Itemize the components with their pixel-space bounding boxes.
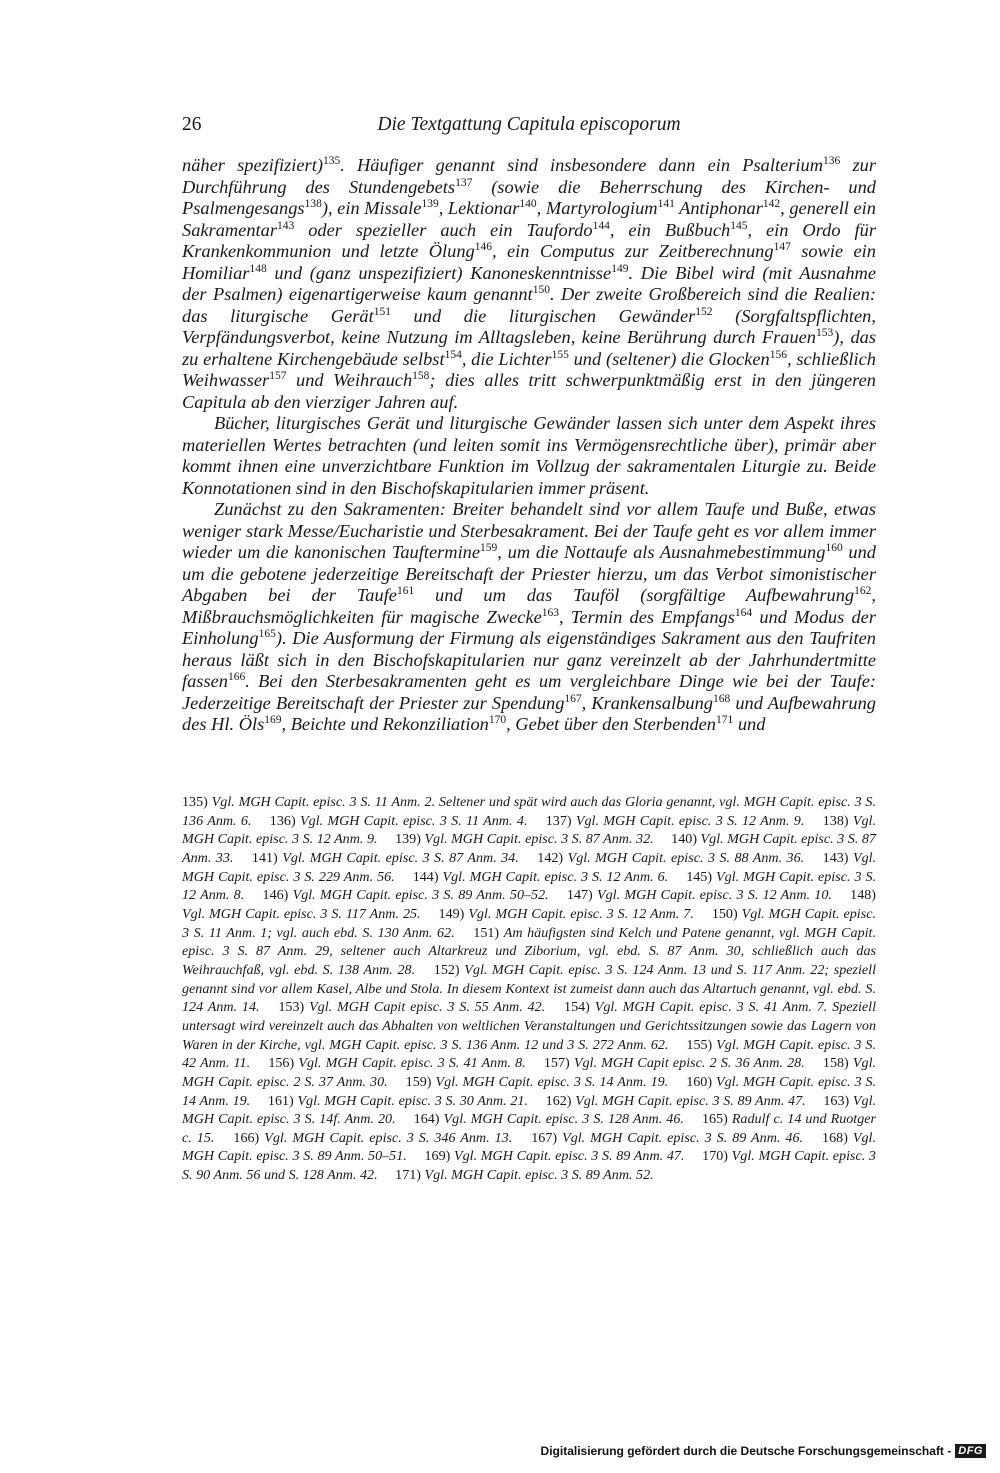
footnote [413,869,669,885]
footnote-ref[interactable]: 167 [564,692,582,705]
footnote-ref[interactable]: 143 [277,219,295,232]
footnote-text: Vgl. MGH Capit. episc. 3 S. 229 Anm. 56. [182,849,877,885]
paragraph [182,499,876,736]
footnote [268,1093,528,1109]
footnote-number: 149) [438,905,465,922]
footnote-text: Vgl. MGH Capit. episc. 3 S. 41 Anm. 7. Speziell untersagt wird vereinzelt auch das Abhalten von weltlichen Veranstaltungen und Gerichtssitzungen sowie das Lagern von Waren in der Kirche, vgl. MGH Capit. episc. 3 S. 136 Anm. 12 und 3 S. 272 Anm. 62. [182,999,876,1053]
text-run: und (seltener) die Glocken [568,348,770,369]
footnote-number: 166) [233,1129,260,1146]
paragraph [182,155,876,413]
footnote-ref[interactable]: 135 [322,155,341,167]
text-run: (sowie die Beherrschung des Kirchen- und Psalmengesangs [182,176,877,218]
footnote-ref[interactable]: 153 [816,327,834,339]
footnote-ref[interactable]: 148 [249,262,267,275]
footnote-ref[interactable]: 169 [264,714,282,726]
footnote-ref[interactable]: 163 [541,606,560,619]
text-run: , schließlich Weihwasser [182,348,876,390]
footnote-number: 169) [424,1148,451,1165]
footnote-number: 171) [395,1167,421,1184]
text-run: und Modus der Einholung [182,606,876,648]
footnote-number: 150) [711,905,738,922]
dfg-logo: DFG [955,1444,986,1458]
body-text [182,155,876,736]
footnote-text: Vgl. MGH Capit. episc. 3 S. 12 Anm. 9. [182,812,876,848]
text-run: . Der zweite Großbereich sind die Realien: das liturgische Gerät [182,284,876,326]
text-run: . Die Bibel wird (mit Ausnahme der Psalmen) eigenartigerweise kaum genannt [182,262,877,304]
text-run: oder spezieller auch ein Taufordo [294,219,593,240]
digitization-footer [541,1444,986,1458]
footnote-number: 161) [267,1092,294,1109]
text-run: , Lektionar [438,198,520,218]
footnote-text: Vgl. MGH Capit. episc. 2 S. 37 Anm. 30. [182,1055,877,1090]
footnote-text: Vgl. MGH Capit. episc. 3 S. 87 Anm. 32. [424,831,654,848]
footnote-ref[interactable]: 155 [551,348,569,361]
text-run: , ein Computus zur Zeitberechnung [492,241,774,261]
text-run: und um die gebotene jederzeitige Bereitschaft der Priester hierzu, um das Verbot simonistischer Abgaben bei der Taufe [182,542,876,605]
footnote [252,850,519,866]
footnote-number: 152) [433,961,460,978]
footnote-text: Vgl. MGH Capit. episc. 3 S. 124 Anm. 13 und S. 117 Anm. 22; speziell genannt sind vor allem Kasel, Albe und Stola. In diesem Kontext ist zumeist dann auch das Altartuch genannt, vgl. ebd. S. 124 Anm. 14. [182,961,877,1016]
footnote-text: Vgl. MGH Capit. episc. 3 S. 14f. Anm. 20. [182,1092,877,1128]
footnote-number: 148) [850,887,876,904]
footnote-text: Vgl. MGH Capit. episc. 3 S. 89 Anm. 47. [454,1148,685,1165]
footnote-text: Vgl. MGH Capit. episc. 3 S. 88 Anm. 36. [567,849,805,866]
footnote-ref[interactable]: 168 [712,692,731,705]
footnote-ref[interactable]: 154 [444,348,462,361]
footnote-number: 140) [671,831,698,848]
footnote-ref[interactable]: 146 [474,241,492,253]
footnote-number: 163) [823,1092,850,1109]
text-run: . Bei den Sterbesakramenten geht es um vergleichbare Dinge wie bei der Taufe: Jederzeitige Bereitschaft der Priester zur Spendung [182,671,876,713]
text-run: , Krankensalbung [581,692,713,713]
text-run: , Mißbrauchsmöglichkeiten für magische Zwecke [182,585,876,627]
text-run: und [733,714,766,734]
footnote-ref[interactable]: 144 [592,219,610,232]
text-run: , ein Ordo für Krankenkommunion und letzte Ölung [182,219,876,261]
text-run: ). Die Ausformung der Firmung als eigenständiges Sakrament aus den Taufriten heraus läßt sich in den Bischofskapitularien nur ganz vereinzelt ab der Jahrhundertmitte fassen [182,628,876,691]
footnote [395,1167,654,1183]
footnote-number: 159) [405,1073,432,1090]
footnote-number: 158) [822,1055,849,1072]
footnote-ref[interactable]: 137 [455,176,473,189]
footnote-text: Vgl. MGH Capit. episc. 3 S. 90 Anm. 56 und S. 128 Anm. 42. [182,1148,876,1184]
text-run: , um die Nottaufe als Ausnahmebestimmung [497,542,826,562]
footnote-number: 136) [269,812,296,829]
text-run: , generell ein Sakramentar [182,198,876,240]
footnote-number: 147) [566,887,593,904]
footnote-ref[interactable]: 158 [412,370,430,382]
footnote-text: Vgl. MGH Capit. episc. 3 S. 87 Anm. 34. [282,849,519,866]
footnote-ref[interactable]: 147 [773,241,791,253]
footnote-number: 156) [268,1055,295,1072]
text-run: und die liturgischen Gewänder [390,305,696,326]
footnote-ref[interactable]: 149 [611,262,629,275]
footnote-number: 138) [822,812,849,829]
footnote-number: 155) [686,1036,713,1053]
footnote-text: Radulf c. 14 und Ruotger c. 15. [182,1111,876,1146]
text-run: Zunächst zu den Sakramenten: Breiter behandelt sind vor allem Taufe und Buße, etwas weniger stark Messe/Eucharistie und Sterbesakrament. Bei der Taufe geht es vor allem immer wieder um die kanonischen Tauftermine [182,499,876,562]
footnote-number: 157) [543,1055,570,1072]
footnote-number: 162) [545,1092,572,1109]
footnote-text: Vgl. MGH Capit. episc. 3 S. 89 Anm. 50–52. [292,887,549,904]
page-number: 26 [182,114,202,135]
text-run: näher spezifiziert) [182,155,323,175]
footnote-ref[interactable]: 164 [734,606,753,619]
footnote-text: Vgl. MGH Capit. episc. 3 S. 89 Anm. 52. [424,1167,654,1184]
footnote-text: Vgl. MGH Capit. episc. 3 S. 128 Anm. 46. [443,1111,684,1128]
footnote-ref[interactable]: 156 [769,348,787,361]
footnote-text: Vgl. MGH Capit. episc. 3 S. 11 Anm. 1; vgl. auch ebd. S. 130 Anm. 62. [182,905,876,941]
footnote [531,1130,803,1146]
footnote-number: 143) [822,849,849,866]
footnote-number: 168) [822,1129,848,1146]
footnote [406,1074,669,1090]
text-run: sowie ein Homiliar [182,241,876,283]
footnote-text: Vgl. MGH Capit. episc. 3 S. 12 Anm. 7. [468,905,694,922]
text-run: , die Lichter [461,348,552,369]
footnote [414,1111,684,1127]
footnote [544,1055,805,1071]
footnote-number: 170) [702,1148,728,1165]
text-run: zur Durchführung des Stundengebets [182,155,876,197]
paragraph [182,413,876,499]
footnote-text: Vgl. MGH Capit. episc. 3 S. 12 Anm. 10. [597,887,832,904]
footnote-number: 154) [564,999,590,1016]
text-run: Bücher, liturgisches Gerät und liturgische Gewänder lassen sich unter dem Aspekt ihres materiellen Wertes betrachten (und leiten somit ins Vermögensrechtliche über), primär aber kommt ihnen eine unverzichtbare Funktion im Vollzug der sakramentalen Liturgie zu. Beide Konnotationen sind in den Bischofskapitularien immer präsent. [182,413,876,498]
footnote-ref[interactable]: 142 [762,198,781,210]
footnote [278,999,545,1015]
footnote-text: Vgl. MGH Capit. episc. 3 S. 89 Anm. 47. [575,1092,806,1109]
footnote [424,1148,684,1164]
footnote-number: 144) [412,868,439,885]
footnote-text: Vgl. MGH Capit. episc. 3 S. 14 Anm. 19. [435,1073,669,1090]
footnote-number: 167) [531,1129,558,1146]
text-run: . Häufiger genannt sind insbesondere dann ein Psalterium [340,155,824,175]
footnote-ref[interactable]: 139 [421,198,439,210]
footnote-number: 146) [262,887,289,904]
footnote-ref[interactable]: 141 [657,198,675,210]
text-run: , Termin des Empfangs [559,606,735,627]
text-run: Antiphonar [674,198,763,218]
text-run: , ein Bußbuch [609,219,731,240]
footnote-number: 142) [537,849,564,866]
text-run: (Sorgfaltspflichten, Verpfändungsverbot, keine Nutzung im Alltagsleben, keine Berührung durch Frauen [182,305,876,347]
text-run: und um das Tauföl (sorgfältige Aufbewahrung [414,585,855,605]
footnote-text: Vgl. MGH Capit. episc. 3 S. 11 Anm. 2. Seltener und spät wird auch das Gloria genannt, vgl. MGH Capit. episc. 3 S. 136 Anm. 6. [182,794,876,829]
footnote-ref[interactable]: 160 [825,542,843,554]
footnote-text: Vgl. MGH Capit. episc. 3 S. 12 Anm. 9. [575,812,805,829]
footnote-number: 165) [701,1111,728,1128]
text-run: , Martyrologium [536,198,658,218]
text-run: und Aufbewahrung des Hl. Öls [182,692,876,734]
footnote-text: Vgl. MGH Capit. episc. 3 S. 11 Anm. 4. [299,812,528,829]
footnote-ref[interactable]: 138 [304,198,322,210]
text-run: ), ein Missale [321,198,422,218]
footnote-text: Vgl. MGH Capit. episc. 3 S. 89 Anm. 50–51. [182,1129,876,1165]
footnote-number: 145) [686,868,713,885]
text-run: und (ganz unspezifiziert) Kanoneskenntnisse [266,262,612,283]
footnote-number: 153) [278,999,305,1016]
footnote [537,850,804,866]
footnote-number: 141) [251,849,278,866]
footnote-ref[interactable]: 150 [532,284,550,296]
text-run: ; dies alles tritt schwerpunktmäßig erst in den jüngeren Capitula ab den vierziger Jahren auf. [182,370,876,412]
footer-text: Digitalisierung gefördert durch die Deutsche Forschungsgemeinschaft - [540,1444,952,1458]
footnote-ref[interactable]: 162 [854,585,872,597]
footnote-text: Vgl. MGH Capit. episc. 3 S. 42 Anm. 11. [182,1036,876,1072]
footnote-ref[interactable]: 165 [258,628,276,640]
text-run: und Weihrauch [286,370,413,390]
footnote [395,831,654,847]
footnote-ref[interactable]: 170 [488,714,507,726]
footnote [270,813,528,829]
text-run: , Beichte und Rekonziliation [281,714,489,734]
footnote-text: Vgl. MGH Capit. episc. 3 S. 12 Anm. 6. [442,868,669,885]
footnote [439,906,694,922]
footnote [546,1093,806,1109]
footnote-number: 137) [545,812,572,829]
footnote-ref[interactable]: 166 [227,671,246,683]
footnote-ref[interactable]: 140 [519,198,537,210]
footnote-ref[interactable]: 171 [716,714,734,726]
footnote-text: Vgl. MGH Capit. episc. 3 S. 346 Anm. 13. [264,1129,513,1146]
footnote-text: Vgl. MGH Capit. episc. 3 S. 41 Anm. 8. [298,1055,526,1072]
footnote-text: Am häufigsten sind Kelch und Patene genannt, vgl. MGH Capit. episc. 3 S. 87 Anm. 29, seltener auch Altarkreuz und Ziborium, vgl. ebd. S. 87 Anm. 30, schließlich auch das Weihrauchfaß, vgl. ebd. S. 138 Anm. 28. [182,924,876,978]
footnote-text: Vgl. MGH Capit. episc. 3 S. 89 Anm. 46. [562,1129,804,1146]
footnote-text: Vgl. MGH Capit. episc. 3 S. 30 Anm. 21. [297,1092,528,1109]
footnote-number: 151) [473,924,500,941]
footnote-ref[interactable]: 136 [823,155,841,167]
footnote-ref[interactable]: 145 [730,219,748,232]
text-run: , Gebet über den Sterbenden [506,714,717,734]
footnote-ref[interactable]: 161 [396,585,415,597]
footnote [263,887,549,903]
footnote-text: Vgl. MGH Capit. episc. 3 S. 14 Anm. 19. [182,1073,877,1109]
footnote-ref[interactable]: 152 [695,305,713,318]
footnote-number: 164) [413,1111,440,1128]
footnote-number: 160) [686,1073,713,1090]
text-run: ), das zu erhaltene Kirchengebäude selbst [182,327,876,369]
footnote-number: 135) [182,794,208,810]
footnote [567,887,832,903]
footnote [546,813,805,829]
footnote-number: 139) [395,831,421,848]
footnote-text: Vgl. MGH Capit. episc. 3 S. 117 Anm. 25. [182,905,421,922]
footnote-ref[interactable]: 159 [480,542,498,554]
footnotes [182,793,876,1185]
footnote-text: Vgl. MGH Capit. episc. 3 S. 12 Anm. 8. [182,868,877,904]
footnote [268,1055,525,1071]
running-title: Die Textgattung Capitula episcoporum [377,114,681,135]
footnote-text: Vgl. MGH Capit episc. 2 S. 36 Anm. 28. [573,1055,805,1072]
footnote-ref[interactable]: 151 [373,305,391,318]
footnote-text: Vgl. MGH Capit episc. 3 S. 55 Anm. 42. [309,999,546,1016]
footnote-text: Vgl. MGH Capit. episc. 3 S. 87 Anm. 33. [182,831,876,866]
footnote-ref[interactable]: 157 [269,370,287,382]
footnote [233,1130,512,1146]
